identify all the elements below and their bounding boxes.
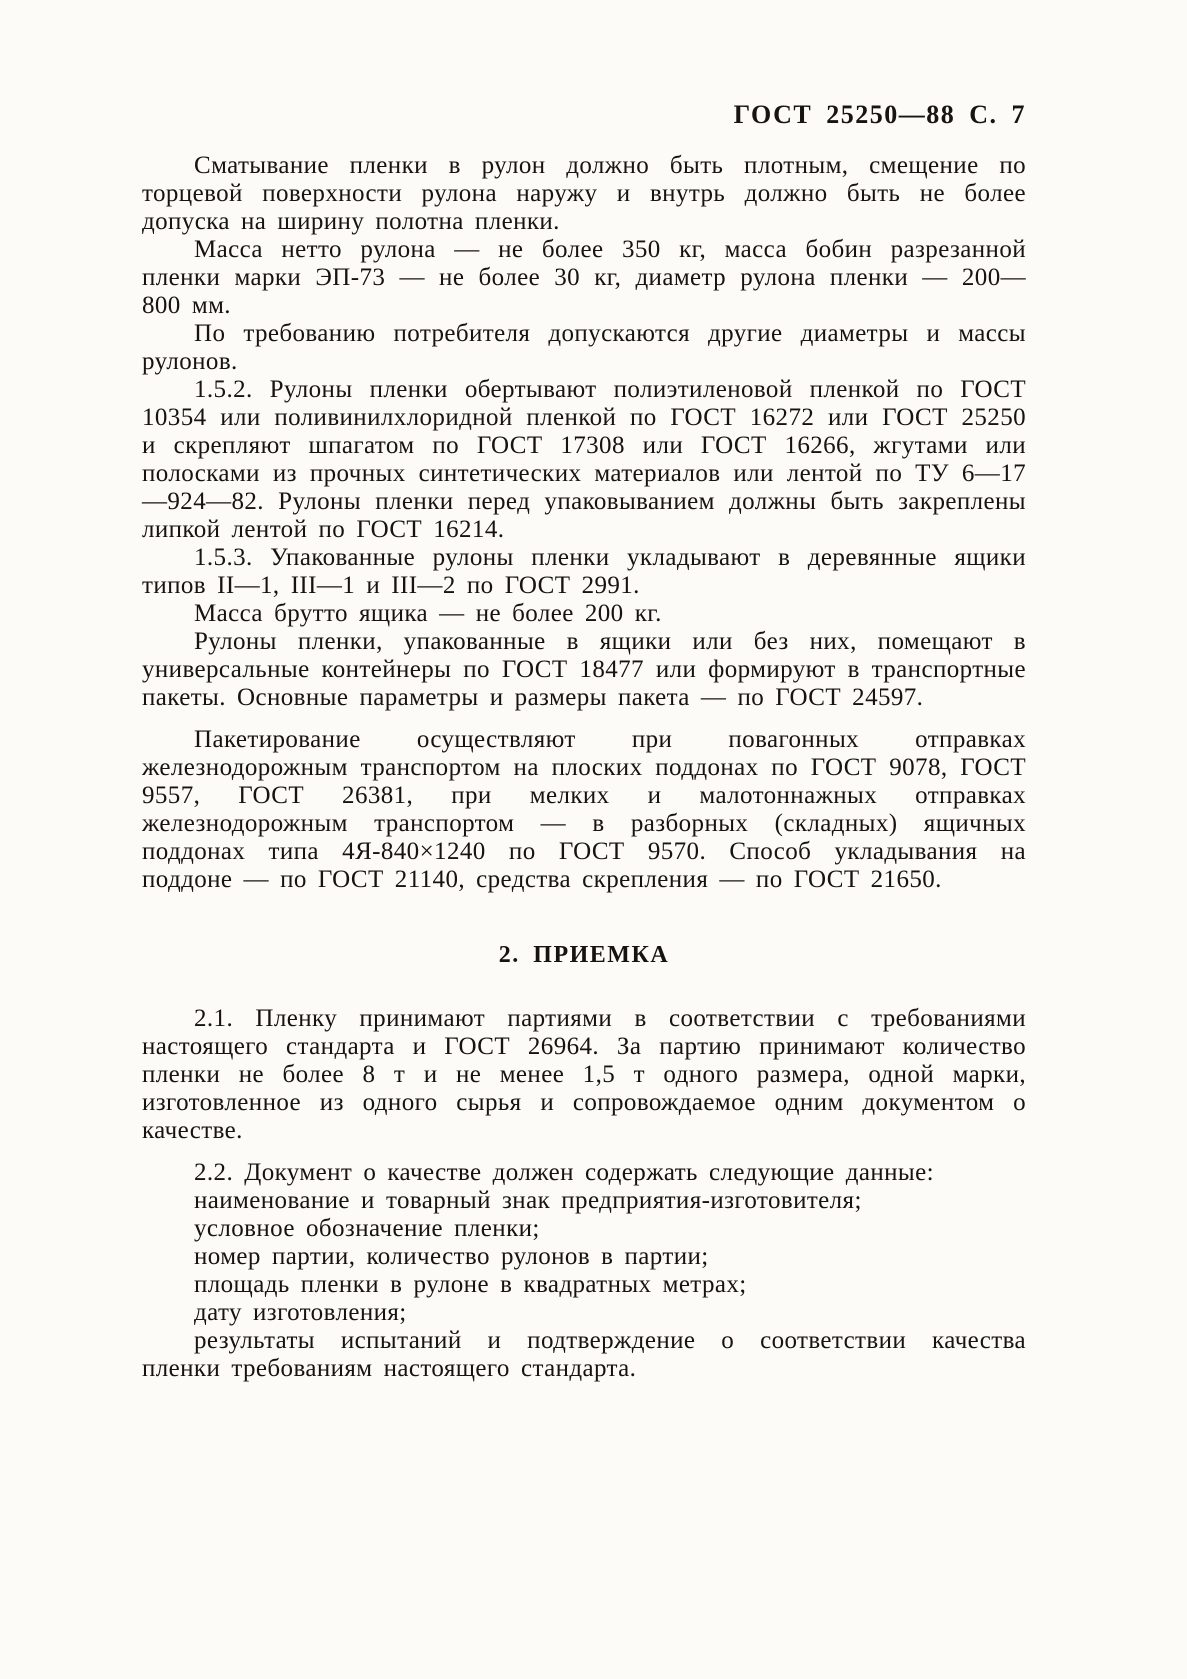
document-reference: ГОСТ 25250—88 С. 7 [733, 100, 1026, 129]
paragraph: Рулоны пленки, упакованные в ящики или без них, помещают в универсальные контейнеры по ГОСТ 18477 или формируют в транспортные пакеты. Основные параметры и размеры пакета — по ГОСТ 24597. [142, 628, 1026, 711]
list-item: площадь пленки в рулоне в квадратных метрах; [194, 1271, 747, 1298]
section-heading: 2. ПРИЕМКА [498, 942, 670, 968]
paragraph: Масса брутто ящика — не более 200 кг. [194, 600, 662, 627]
list-item: результаты испытаний и подтверждение о соответствии качества пленки требованиям настоящего стандарта. [142, 1327, 1026, 1382]
paragraph: 2.1. Пленку принимают партиями в соответствии с требованиями настоящего стандарта и ГОСТ 26964. За партию принимают количество пленки не более 8 т и не менее 1,5 т одного размера, одной марки, изготовленное из одного сырья и сопровождаемое одним документом о качестве. [142, 1005, 1026, 1144]
list-item: номер партии, количество рулонов в партии; [194, 1243, 709, 1270]
paragraph: 1.5.3. Упакованные рулоны пленки укладывают в деревянные ящики типов II—1, III—1 и III—2 по ГОСТ 2991. [142, 544, 1026, 599]
list-item: наименование и товарный знак предприятия-изготовителя; [194, 1187, 862, 1214]
paragraph: По требованию потребителя допускаются другие диаметры и массы рулонов. [142, 320, 1026, 375]
list-item: дату изготовления; [194, 1299, 407, 1326]
document-body [142, 152, 1026, 1383]
paragraph: 2.2. Документ о качестве должен содержать следующие данные: [194, 1159, 934, 1186]
list-item: условное обозначение пленки; [194, 1215, 540, 1242]
paragraph: Пакетирование осуществляют при повагонных отправках железнодорожным транспортом на плоских поддонах по ГОСТ 9078, ГОСТ 9557, ГОСТ 26381, при мелких и малотоннажных отправках железнодорожным транспортом — в разборных (складных) ящичных поддонах типа 4Я-840×1240 по ГОСТ 9570. Способ укладывания на поддоне — по ГОСТ 21140, средства скрепления — по ГОСТ 21650. [142, 726, 1026, 893]
paragraph: 1.5.2. Рулоны пленки обертывают полиэтиленовой пленкой по ГОСТ 10354 или поливинилхлоридной пленкой по ГОСТ 16272 или ГОСТ 25250 и скрепляют шпагатом по ГОСТ 17308 или ГОСТ 16266, жгутами или полосками из прочных синтетических материалов или лентой по ТУ 6—17—924—82. Рулоны пленки перед упаковыванием должны быть закреплены липкой лентой по ГОСТ 16214. [142, 376, 1026, 543]
page-header [142, 100, 1026, 130]
paragraph: Сматывание пленки в рулон должно быть плотным, смещение по торцевой поверхности рулона наружу и внутрь должно быть не более допуска на ширину полотна пленки. [142, 152, 1026, 235]
paragraph: Масса нетто рулона — не более 350 кг, масса бобин разрезанной пленки марки ЭП-73 — не более 30 кг, диаметр рулона пленки — 200—800 мм. [142, 236, 1026, 319]
